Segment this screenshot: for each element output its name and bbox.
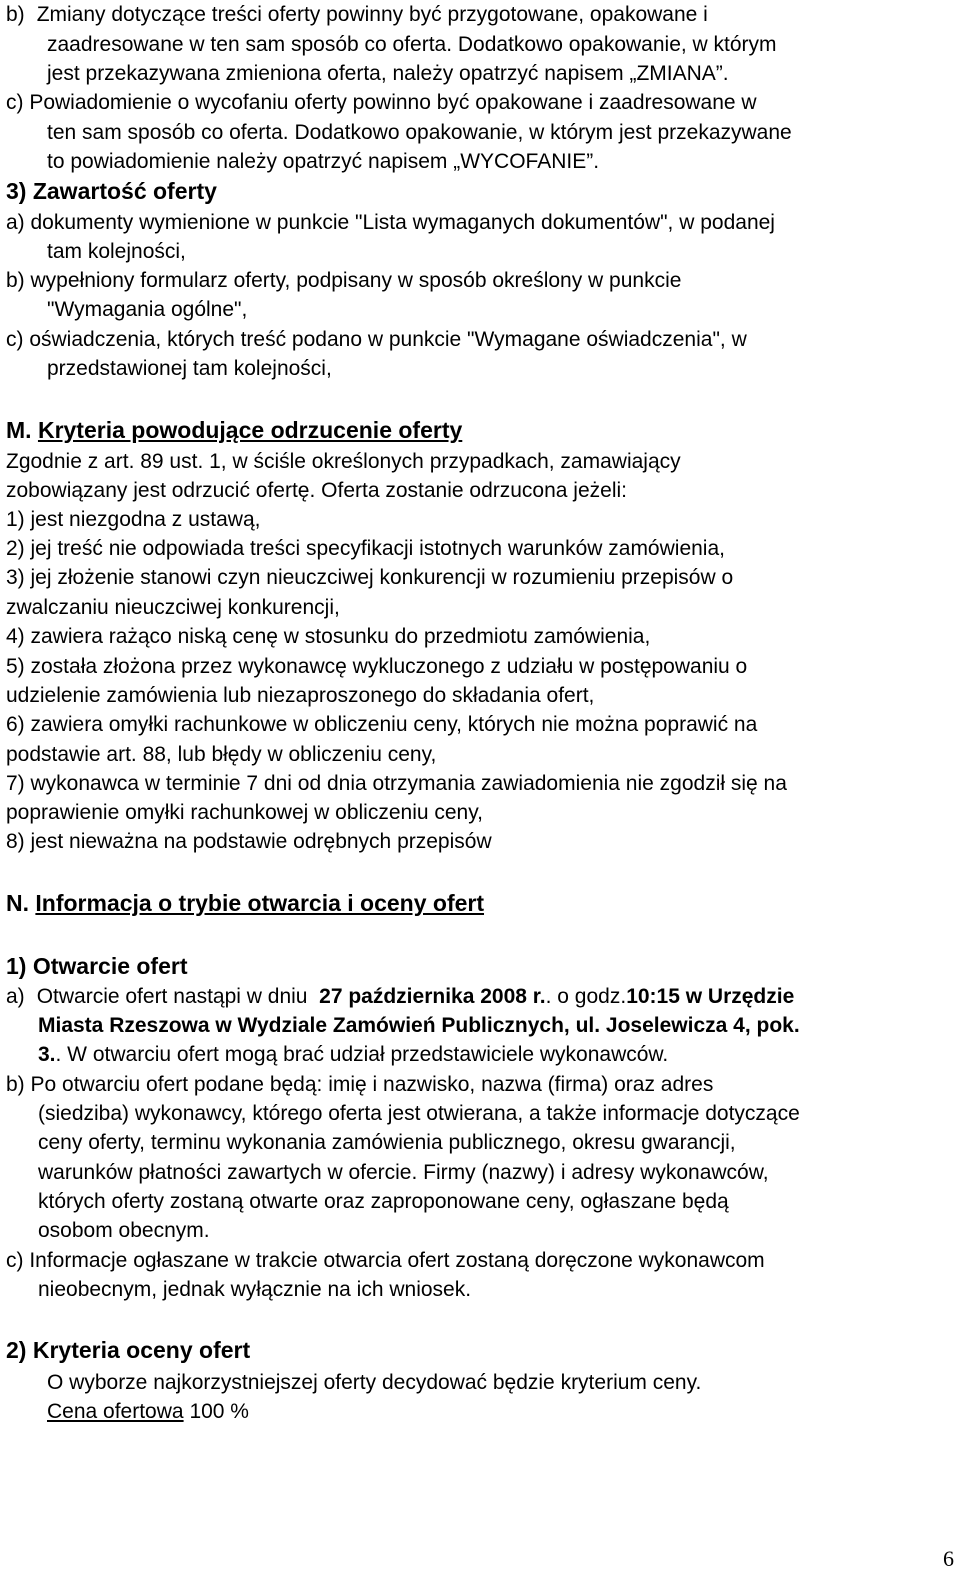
opening-time-place: 10:15 w Urzędzie bbox=[626, 985, 795, 1008]
opening-a-line-2: Miasta Rzeszowa w Wydziale Zamówień Publicznych, ul. Joselewicza 4, pok. bbox=[38, 1014, 800, 1037]
opening-a-mid: . o godz. bbox=[545, 985, 627, 1008]
section-m-line: poprawienie omyłki rachunkowej w obliczeniu ceny, bbox=[6, 801, 484, 824]
section-m-line: 8) jest nieważna na podstawie odrębnych przepisów bbox=[6, 830, 492, 853]
criteria-price-line bbox=[47, 1401, 249, 1422]
item-c-line-1: c) Powiadomienie o wycofaniu oferty powinno być opakowane i zaadresowane w bbox=[6, 91, 757, 114]
opening-a-text: Otwarcie ofert nastąpi w dniu bbox=[36, 985, 308, 1008]
section-m-title: Kryteria powodujące odrzucenie oferty bbox=[37, 417, 463, 443]
opening-a-line-3 bbox=[38, 1044, 668, 1065]
opening-b-line: b) Po otwarciu ofert podane będą: imię i nazwisko, nazwa (firma) oraz adres bbox=[6, 1073, 714, 1096]
section-m-line: udzielenie zamówienia lub niezaproszonego do składania ofert, bbox=[6, 684, 595, 707]
content-b-line-2: "Wymagania ogólne", bbox=[47, 298, 248, 321]
section-n-title: Informacja o trybie otwarcia i oceny ofert bbox=[35, 890, 485, 916]
opening-a-rest: . W otwarciu ofert mogą brać udział przedstawiciele wykonawców. bbox=[55, 1043, 669, 1066]
section-m-letter: M. bbox=[6, 417, 32, 443]
item-c-line-3: to powiadomienie należy opatrzyć napisem „WYCOFANIE”. bbox=[47, 150, 600, 173]
opening-b-line: osobom obecnym. bbox=[38, 1219, 210, 1242]
opening-b-line: których oferty zostaną otwarte oraz zaproponowane ceny, ogłaszane będą bbox=[38, 1190, 729, 1213]
item-b-line-2: zaadresowane w ten sam sposób co oferta. Dodatkowo opakowanie, w którym bbox=[47, 33, 777, 56]
opening-a-line-1 bbox=[6, 986, 794, 1007]
subheading-opening: 1) Otwarcie ofert bbox=[6, 953, 188, 979]
item-b-label: b) bbox=[6, 3, 25, 26]
item-b-line bbox=[6, 4, 708, 25]
content-a-line-2: tam kolejności, bbox=[47, 240, 186, 263]
opening-b-line: (siedziba) wykonawcy, którego oferta jest otwierana, a także informacje dotyczące bbox=[38, 1102, 800, 1125]
item-b-text: Zmiany dotyczące treści oferty powinny być przygotowane, opakowane i bbox=[36, 3, 708, 26]
subheading-3: 3) Zawartość oferty bbox=[6, 178, 217, 204]
content-c-line-2: przedstawionej tam kolejności, bbox=[47, 357, 332, 380]
section-m-heading bbox=[6, 419, 462, 442]
content-a-line-1: a) dokumenty wymienione w punkcie "Lista wymaganych dokumentów", w podanej bbox=[6, 211, 775, 234]
opening-b-line: warunków płatności zawartych w ofercie. Firmy (nazwy) i adresy wykonawców, bbox=[38, 1161, 769, 1184]
section-m-line: podstawie art. 88, lub błędy w obliczeniu ceny, bbox=[6, 743, 437, 766]
criteria-weight: 100 % bbox=[189, 1400, 249, 1423]
section-n-letter: N. bbox=[6, 890, 29, 916]
section-n-heading bbox=[6, 892, 484, 915]
section-m-line: Zgodnie z art. 89 ust. 1, w ściśle określonych przypadkach, zamawiający bbox=[6, 450, 681, 473]
subheading-criteria: 2) Kryteria oceny ofert bbox=[6, 1337, 251, 1363]
document-page bbox=[6, 0, 956, 1576]
content-c-line-1: c) oświadczenia, których treść podano w punkcie "Wymagane oświadczenia", w bbox=[6, 328, 747, 351]
item-b-line-3: jest przekazywana zmieniona oferta, należy opatrzyć napisem „ZMIANA”. bbox=[47, 62, 729, 85]
criteria-line: O wyborze najkorzystniejszej oferty decydować będzie kryterium ceny. bbox=[47, 1371, 702, 1394]
opening-a-label: a) bbox=[6, 985, 25, 1008]
opening-c-line: nieobecnym, jednak wyłącznie na ich wniosek. bbox=[38, 1278, 472, 1301]
section-m-line: 2) jej treść nie odpowiada treści specyfikacji istotnych warunków zamówienia, bbox=[6, 537, 725, 560]
section-m-line: 4) zawiera rażąco niską cenę w stosunku do przedmiotu zamówienia, bbox=[6, 625, 651, 648]
page-number: 6 bbox=[943, 1546, 954, 1571]
section-m-line: 3) jej złożenie stanowi czyn nieuczciwej konkurencji w rozumieniu przepisów o bbox=[6, 566, 734, 589]
section-m-line: 5) została złożona przez wykonawcę wykluczonego z udziału w postępowaniu o bbox=[6, 655, 748, 678]
opening-c-line: c) Informacje ogłaszane w trakcie otwarcia ofert zostaną doręczone wykonawcom bbox=[6, 1249, 765, 1272]
opening-b-line: ceny oferty, terminu wykonania zamówienia publicznego, okresu gwarancji, bbox=[38, 1131, 736, 1154]
section-m-line: 7) wykonawca w terminie 7 dni od dnia otrzymania zawiadomienia nie zgodził się na bbox=[6, 772, 787, 795]
content-b-line-1: b) wypełniony formularz oferty, podpisany w sposób określony w punkcie bbox=[6, 269, 682, 292]
item-c-line-2: ten sam sposób co oferta. Dodatkowo opakowanie, w którym jest przekazywane bbox=[47, 121, 792, 144]
opening-date: 27 października 2008 r. bbox=[319, 985, 546, 1008]
section-m-line: zwalczaniu nieuczciwej konkurencji, bbox=[6, 596, 340, 619]
section-m-line: zobowiązany jest odrzucić ofertę. Oferta zostanie odrzucona jeżeli: bbox=[6, 479, 627, 502]
section-m-line: 1) jest niezgodna z ustawą, bbox=[6, 508, 261, 531]
section-m-line: 6) zawiera omyłki rachunkowe w obliczeniu ceny, których nie można poprawić na bbox=[6, 713, 758, 736]
opening-room: 3. bbox=[38, 1043, 56, 1066]
criteria-name: Cena ofertowa bbox=[47, 1400, 184, 1423]
